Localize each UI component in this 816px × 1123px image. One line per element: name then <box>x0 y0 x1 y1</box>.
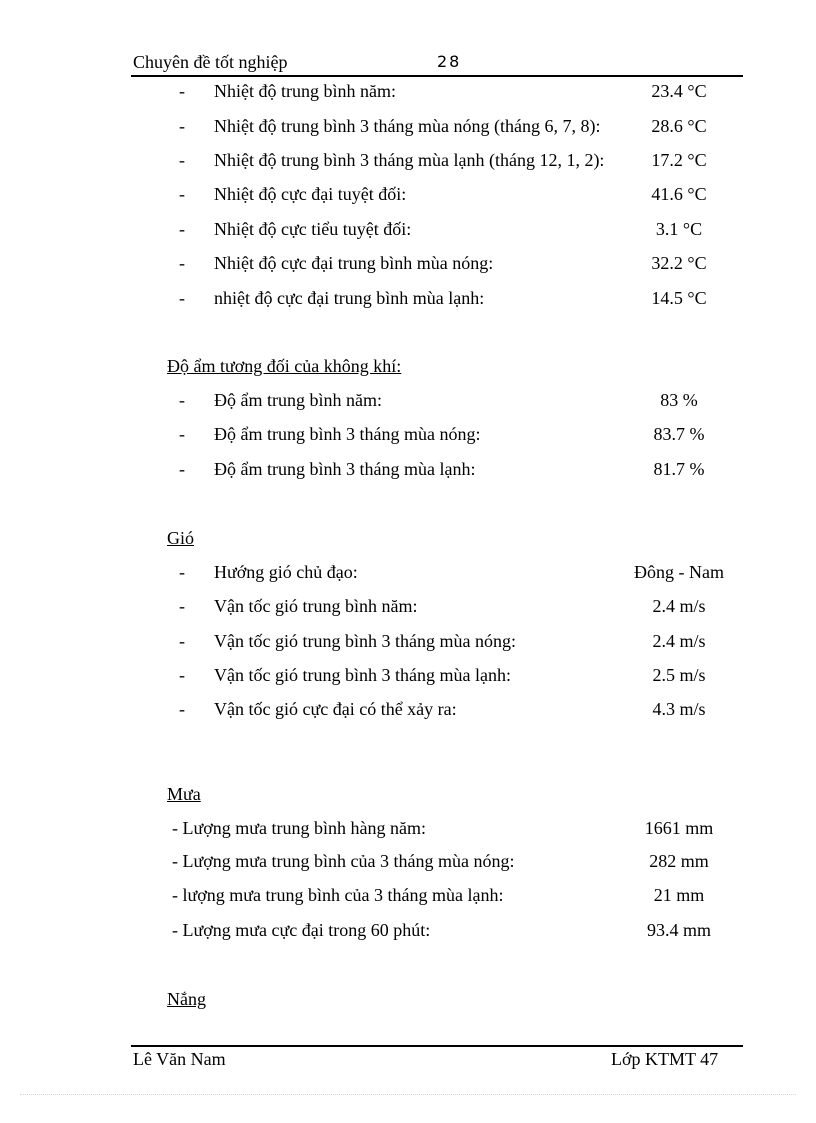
item-value: 17.2 °C <box>651 150 707 170</box>
list-item <box>0 424 816 450</box>
list-item <box>0 596 816 622</box>
bullet-dash: - <box>179 459 185 479</box>
list-item <box>0 184 816 210</box>
item-label: Vận tốc gió trung bình 3 tháng mùa nóng: <box>214 631 516 651</box>
bullet-dash: - <box>179 253 185 273</box>
item-value: 28.6 °C <box>651 116 707 136</box>
bullet-dash: - <box>179 288 185 308</box>
list-item <box>0 459 816 485</box>
bullet-dash: - <box>179 699 185 719</box>
bullet-dash: - <box>179 562 185 582</box>
item-value: 2.4 m/s <box>652 596 706 616</box>
list-item <box>0 219 816 245</box>
item-label: - Lượng mưa trung bình hàng năm: <box>172 818 426 838</box>
item-value: 81.7 % <box>653 459 705 479</box>
bullet-dash: - <box>179 665 185 685</box>
item-value: 32.2 °C <box>651 253 707 273</box>
wind-heading: Gió <box>167 528 194 548</box>
header-rule <box>131 75 743 77</box>
list-item <box>0 920 816 946</box>
list-item <box>0 885 816 911</box>
list-item <box>0 390 816 416</box>
item-label: Nhiệt độ trung bình năm: <box>214 81 396 101</box>
list-item <box>0 851 816 877</box>
sun-heading: Nắng <box>167 989 206 1009</box>
item-value: 83 % <box>660 390 698 410</box>
item-label: Hướng gió chủ đạo: <box>214 562 358 582</box>
list-item <box>0 81 816 107</box>
item-label: Độ ẩm trung bình năm: <box>214 390 382 410</box>
list-item <box>0 288 816 314</box>
item-label: Nhiệt độ cực tiểu tuyệt đối: <box>214 219 412 239</box>
rain-heading: Mưa <box>167 784 201 804</box>
list-item <box>0 818 816 844</box>
item-value: 93.4 mm <box>646 920 711 940</box>
bullet-dash: - <box>179 150 185 170</box>
item-label: - Lượng mưa trung bình của 3 tháng mùa nóng: <box>172 851 515 871</box>
list-item <box>0 150 816 176</box>
item-value: 4.3 m/s <box>652 699 706 719</box>
bullet-dash: - <box>179 219 185 239</box>
item-label: Nhiệt độ cực đại tuyệt đối: <box>214 184 407 204</box>
list-item <box>0 699 816 725</box>
bullet-dash: - <box>179 424 185 444</box>
item-value: 83.7 % <box>653 424 705 444</box>
item-value: 41.6 °C <box>651 184 707 204</box>
list-item <box>0 253 816 279</box>
page-edge-divider <box>20 1094 796 1095</box>
list-item <box>0 665 816 691</box>
item-label: Nhiệt độ trung bình 3 tháng mùa nóng (tháng 6, 7, 8): <box>214 116 601 136</box>
item-label: Nhiệt độ cực đại trung bình mùa nóng: <box>214 253 494 273</box>
item-value: Đông - Nam <box>634 562 724 582</box>
footer-rule <box>131 1045 743 1047</box>
item-label: nhiệt độ cực đại trung bình mùa lạnh: <box>214 288 485 308</box>
item-label: Độ ẩm trung bình 3 tháng mùa nóng: <box>214 424 481 444</box>
item-label: Độ ẩm trung bình 3 tháng mùa lạnh: <box>214 459 476 479</box>
item-value: 2.5 m/s <box>652 665 706 685</box>
item-value: 23.4 °C <box>651 81 707 101</box>
item-label: Nhiệt độ trung bình 3 tháng mùa lạnh (tháng 12, 1, 2): <box>214 150 605 170</box>
item-label: Vận tốc gió cực đại có thể xảy ra: <box>214 699 457 719</box>
item-label: Vận tốc gió trung bình 3 tháng mùa lạnh: <box>214 665 511 685</box>
item-value: 2.4 m/s <box>652 631 706 651</box>
item-label: Vận tốc gió trung bình năm: <box>214 596 418 616</box>
page-number: 28 <box>437 52 462 71</box>
header-title: Chuyên đề tốt nghiệp <box>133 52 288 72</box>
bullet-dash: - <box>179 81 185 101</box>
item-label: - Lượng mưa cực đại trong 60 phút: <box>172 920 431 940</box>
humidity-heading: Độ ẩm tương đối của không khí: <box>167 356 402 376</box>
list-item <box>0 631 816 657</box>
bullet-dash: - <box>179 116 185 136</box>
bullet-dash: - <box>179 631 185 651</box>
bullet-dash: - <box>179 596 185 616</box>
item-value: 3.1 °C <box>655 219 703 239</box>
item-value: 282 mm <box>649 851 709 871</box>
footer-author: Lê Văn Nam <box>133 1049 226 1069</box>
item-value: 21 mm <box>653 885 705 905</box>
item-label: - lượng mưa trung bình của 3 tháng mùa lạnh: <box>172 885 504 905</box>
list-item <box>0 116 816 142</box>
footer-class: Lớp KTMT 47 <box>611 1049 719 1069</box>
list-item <box>0 562 816 588</box>
item-value: 14.5 °C <box>651 288 707 308</box>
item-value: 1661 mm <box>644 818 714 838</box>
bullet-dash: - <box>179 184 185 204</box>
bullet-dash: - <box>179 390 185 410</box>
